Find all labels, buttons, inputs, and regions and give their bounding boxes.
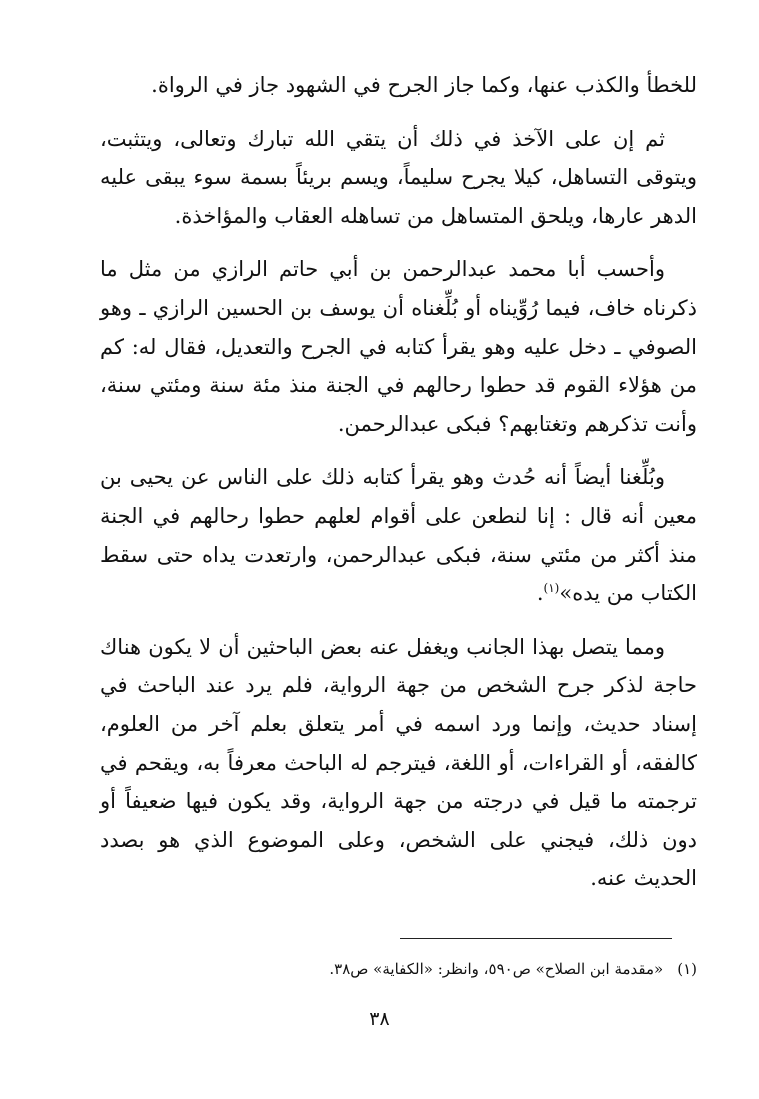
paragraph-4-text: وبُلِّغنا أيضاً أنه حُدث وهو يقرأ كتابه ذلك على الناس عن يحيى بن معين أنه قال : إنا لنطعن على أقوام لعلهم حطوا رحالهم في الجنة منذ أكثر من مئتي سنة، فبكى عبدالرحمن، وارتعدت يداه حتى سقط الكتاب من يده» [100, 465, 697, 606]
footnote-text: «مقدمة ابن الصلاح» ص٥٩٠، وانظر: «الكفاية» ص٣٨. [329, 960, 664, 978]
page-number: ٣٨ [369, 1008, 390, 1030]
footnote-divider [400, 938, 672, 939]
body-text [100, 66, 697, 898]
footnote-reference[interactable]: (١) [543, 581, 560, 596]
paragraph-5: ومما يتصل بهذا الجانب ويغفل عنه بعض الباحثين أن لا يكون هناك حاجة لذكر جرح الشخص من جهة الرواية، فلم يرد عند الباحث في إسناد حديث، وإنما ورد اسمه في أمر يتعلق بعلم آخر من العلوم، كالفقه، أو القراءات، أو اللغة، فيترجم له الباحث معرفاً به، ويقحم في ترجمته ما قيل في درجته من جهة الرواية، وقد يكون فيها ضعيفاً أو دون ذلك، فيجني على الشخص، وعلى الموضوع الذي هو بصدد الحديث عنه. [100, 634, 697, 891]
paragraph-3: وأحسب أبا محمد عبدالرحمن بن أبي حاتم الرازي من مثل ما ذكرناه خاف، فيما رُوِّيناه أو بُلِّغناه أن يوسف بن الحسين الرازي ـ وهو الصوفي ـ دخل عليه وهو يقرأ كتابه في الجرح والتعديل، فقال له: كم من هؤلاء القوم قد حطوا رحالهم في الجنة منذ مئة سنة ومئتي سنة، وأنت تذكرهم وتغتابهم؟ فبكى عبدالرحمن. [100, 257, 697, 436]
footnote-number: (١) [677, 960, 697, 978]
paragraph-2: ثم إن على الآخذ في ذلك أن يتقي الله تبارك وتعالى، ويتثبت، ويتوقى التساهل، كيلا يجرح سليماً، ويسم بريئاً بسمة سوء يبقى عليه الدهر عارها، ويلحق المتساهل من تساهله العقاب والمؤاخذة. [100, 126, 697, 228]
footnote [100, 956, 697, 982]
paragraph-4-end: . [536, 581, 544, 606]
paragraph-4 [100, 458, 697, 612]
paragraph-1: للخطأ والكذب عنها، وكما جاز الجرح في الشهود جاز في الرواة. [151, 73, 697, 97]
